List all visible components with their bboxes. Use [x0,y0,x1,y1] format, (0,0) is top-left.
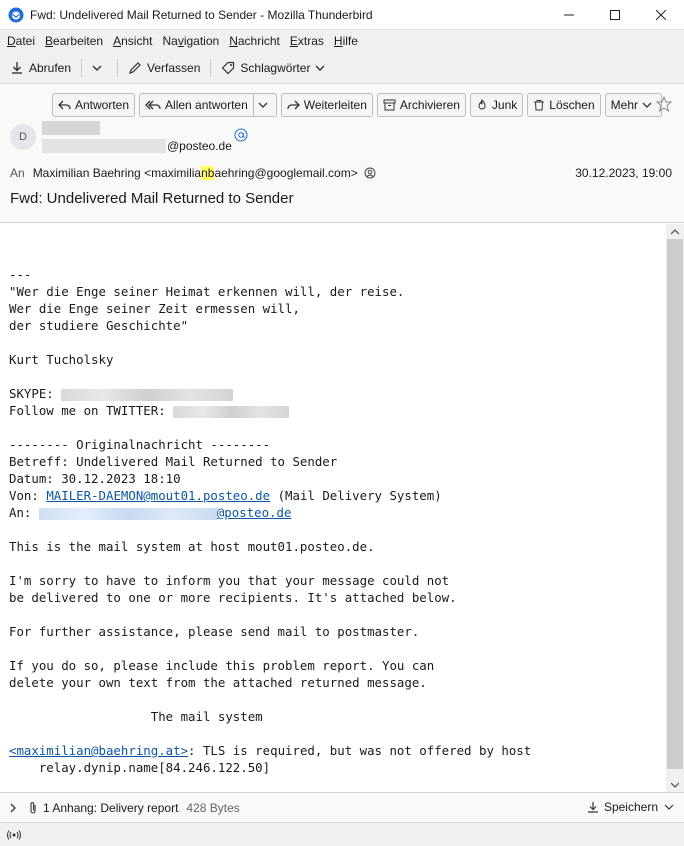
contact-icon[interactable] [364,167,376,179]
menu-hilfe[interactable]: Hilfe [333,34,358,48]
more-label: Mehr [610,98,638,112]
tags-label: Schlagwörter [240,60,311,75]
redacted-skype [61,389,233,401]
quote-author: Kurt Tucholsky [9,352,114,367]
menu-datei-rest: atei [15,34,36,48]
body-paragraph-4b: delete your own text from the attached returned message. [9,675,427,690]
online-status-icon[interactable] [6,829,22,841]
quote-line-2: Wer die Enge seiner Zeit ermessen will, [9,301,300,316]
recipient-line [10,166,376,180]
skype-line [9,385,233,402]
forward-icon [287,99,300,111]
sender-avatar: D [10,124,36,150]
body-paragraph-2a: I'm sorry to have to inform you that your message could not [9,573,450,588]
recipient-suffix: aehring@googlemail.com> [214,166,358,180]
trash-icon [533,99,545,111]
menu-bar [0,30,684,52]
error-line [9,742,531,759]
menu-nachricht[interactable]: Nachricht [229,34,280,48]
message-subject: Fwd: Undelivered Mail Returned to Sender [10,190,294,207]
orig-to-link[interactable]: @posteo.de [216,505,292,520]
chevron-down-icon [92,63,102,73]
original-message-header: -------- Originalnachricht -------- [9,437,271,452]
body-paragraph-2b: be delivered to one or more recipients. It's attached below. [9,590,457,605]
orig-from-suffix: (Mail Delivery System) [270,488,442,503]
search-highlight: nb [201,166,215,180]
menu-ansicht[interactable]: Ansicht [113,34,153,48]
junk-button[interactable] [470,93,523,117]
recipient-prefix: Maximilian Baehring <maximilia [32,166,202,180]
recipient-address[interactable] [33,166,358,180]
scroll-up-icon [671,229,679,235]
chevron-down-icon [315,63,325,73]
paperclip-icon [28,801,38,815]
status-bar [0,822,684,846]
failed-recipient-link[interactable]: <maximilian@baehring.at> [9,743,189,758]
forward-button[interactable] [281,93,373,117]
reply-all-label: Allen antworten [165,98,248,112]
quote-line-1: "Wer die Enge seiner Heimat erkennen will, der reise. [9,284,405,299]
menu-bearbeiten[interactable]: Bearbeiten [45,34,104,48]
body-paragraph-3: For further assistance, please send mail to postmaster. [9,624,420,639]
main-toolbar [0,52,684,84]
attachment-label[interactable]: 1 Anhang: Delivery report [43,800,179,815]
to-label: An [10,166,25,180]
delete-label: Löschen [549,98,595,112]
close-window-button[interactable] [638,0,684,30]
quote-line-3: der studiere Geschichte" [9,318,189,333]
orig-from-line [9,487,442,504]
chevron-down-icon [642,100,652,110]
minimize-icon [564,10,574,20]
delete-button[interactable] [527,93,600,117]
archive-label: Archivieren [399,98,460,112]
attachment-size: 428 Bytes [186,800,240,815]
menu-nachricht-rest: achricht [237,34,280,48]
maximize-icon [610,10,620,20]
body-paragraph-1: This is the mail system at host mout01.posteo.de. [9,539,375,554]
toolbar-separator [81,59,82,77]
toolbar-separator [117,59,118,77]
reply-all-dropdown[interactable] [254,93,277,117]
thunderbird-logo-icon [8,7,24,23]
download-icon [10,61,24,75]
chevron-right-icon[interactable] [8,803,18,813]
menu-datei[interactable]: Datei [7,34,36,48]
window-title: Fwd: Undelivered Mail Returned to Sender - Mozilla Thunderbird [30,7,373,22]
twitter-line [9,402,289,419]
skype-label: SKYPE: [9,386,62,401]
error-text: : TLS is required, but was not offered by host [188,743,532,758]
archive-button[interactable] [377,93,466,117]
compose-button[interactable] [124,56,204,80]
signature-mail-system: The mail system [9,709,263,724]
compose-label: Verfassen [147,60,201,75]
sender-domain[interactable]: @posteo.de [167,139,232,153]
fetch-mail-button[interactable] [6,56,75,80]
junk-label: Junk [491,98,518,112]
scrollbar-thumb[interactable] [667,239,683,769]
reply-label: Antworten [75,98,130,112]
forward-label: Weiterleiten [303,98,367,112]
menu-navigation[interactable]: Navigation [162,34,220,48]
attachment-bar[interactable] [0,792,684,822]
title-bar [0,0,684,30]
redacted-sender-name [42,121,100,135]
redacted-sender-address [42,139,166,153]
menu-bearbeiten-rest: earbeiten [53,34,104,48]
reply-all-icon [145,99,161,111]
junk-flame-icon [476,99,488,111]
mailer-daemon-link[interactable]: MAILER-DAEMON@mout01.posteo.de [46,488,271,503]
menu-hilfe-rest: ilfe [342,34,358,48]
orig-subject: Betreff: Undelivered Mail Returned to Sender [9,454,338,469]
sig-separator: --- [9,267,32,282]
tag-icon [221,61,235,75]
pencil-icon [128,61,142,75]
chevron-down-icon [664,802,674,812]
download-icon [587,801,599,813]
reply-button[interactable] [52,93,135,117]
tags-button[interactable] [217,56,334,80]
menu-ansicht-rest: nsicht [121,34,153,48]
header-button-row [52,93,666,117]
maximize-button[interactable] [592,0,638,30]
body-paragraph-4a: If you do so, please include this problem report. You can [9,658,435,673]
fetch-mail-dropdown[interactable] [88,56,111,80]
fetch-mail-label: Abrufen [29,60,72,75]
toolbar-separator [210,59,211,77]
orig-to-label: An: [9,505,39,520]
message-date: 30.12.2023, 19:00 [575,166,672,180]
redacted-recipient [39,508,217,520]
scroll-down-arrow[interactable] [666,777,684,792]
minimize-button[interactable] [546,0,592,30]
orig-to-line [9,504,291,521]
address-book-at-icon[interactable] [234,128,248,142]
more-button[interactable] [605,93,662,117]
save-label: Speichern [603,800,658,814]
archive-icon [383,99,396,111]
reply-all-split-button [139,93,277,117]
twitter-label: Follow me on TWITTER: [9,403,174,418]
scroll-down-icon [671,782,679,788]
orig-from-label: Von: [9,488,47,503]
reply-icon [58,99,71,111]
vertical-scrollbar[interactable] [666,224,684,792]
scroll-up-arrow[interactable] [666,224,684,239]
menu-extras-rest: xtras [297,34,324,48]
star-icon[interactable] [656,96,672,112]
redacted-twitter [173,406,289,418]
chevron-down-icon [258,100,268,110]
menu-extras[interactable]: Extras [289,34,324,48]
reply-all-button[interactable] [139,93,254,117]
orig-date: Datum: 30.12.2023 18:10 [9,471,181,486]
save-attachment-button[interactable] [587,800,674,814]
error-host: relay.dynip.name[84.246.122.50] [9,760,271,775]
close-icon [656,10,666,20]
